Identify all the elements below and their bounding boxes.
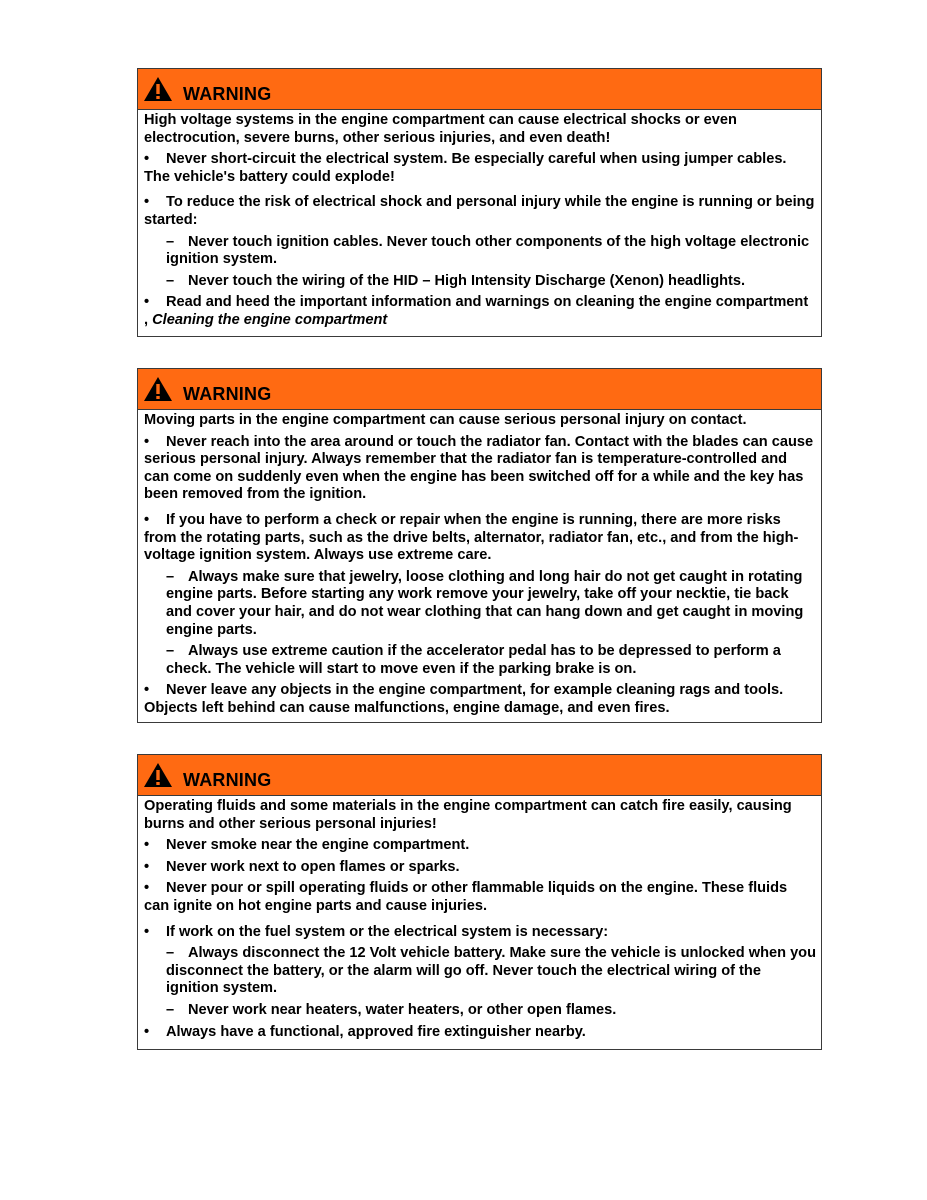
warning-body [138,110,821,333]
bullet-text: Never pour or spill operating fluids or other flammable liquids on the engine. These fluids can ignite on hot engine parts and cause injuries. [144,880,788,914]
warning-box-moving-parts [137,368,822,723]
bullet-item [144,837,816,855]
bullet-item [144,512,816,565]
bullet-text: If you have to perform a check or repair when the engine is running, there are more risks from the rotating parts, such as the drive belts, alternator, radiator fan, etc., and from the high-voltage ignition system. Always use extreme care. [144,511,799,564]
warning-triangle-icon [143,376,173,402]
warning-intro: High voltage systems in the engine compartment can cause electrical shocks or even electrocution, severe burns, other serious injuries, and even death! [144,112,737,146]
dash-mark: – [166,233,175,250]
dash-text: Never touch the wiring of the HID – High Intensity Discharge (Xenon) headlights. [188,272,746,289]
warning-intro: Operating fluids and some materials in the engine compartment can catch fire easily, causing burns and other serious personal injuries! [144,798,792,832]
bullet-item [144,294,816,329]
bullet-text: To reduce the risk of electrical shock and personal injury while the engine is running or being started: [144,194,815,228]
dash-mark: – [166,1001,175,1018]
dash-text: Always disconnect the 12 Volt vehicle battery. Make sure the vehicle is unlocked when you disconnect the battery, or the alarm will go off. Never touch the electrical wiring of the ignition system. [166,945,817,997]
bullet-mark: • [144,511,150,528]
bullet-mark: • [144,880,150,897]
warning-intro: Moving parts in the engine compartment can cause serious personal injury on contact. [144,412,747,428]
bullet-mark: • [144,1023,150,1040]
bullet-item [144,194,816,229]
bullet-text: Never work next to open flames or sparks. [166,858,460,875]
bullet-text: Always have a functional, approved fire extinguisher nearby. [166,1023,586,1040]
warning-title: WARNING [183,84,272,104]
bullet-item [144,880,816,915]
dash-mark: – [166,945,175,962]
dash-item [166,569,816,639]
bullet-mark: • [144,837,150,854]
warning-title: WARNING [183,770,272,790]
dash-item [166,234,816,269]
dash-mark: – [166,272,175,289]
warning-triangle-icon [143,762,173,788]
warning-header [138,369,821,410]
bullet-text: If work on the fuel system or the electrical system is necessary: [166,923,609,940]
dash-text: Never touch ignition cables. Never touch other components of the high voltage electronic ignition system. [166,233,810,268]
dash-mark: – [166,568,175,585]
bullet-mark: • [144,682,150,699]
dash-item [166,273,816,291]
bullet-item [144,859,816,877]
bullet-mark: • [144,294,150,311]
warning-body [138,796,821,1044]
dash-item [166,945,816,998]
bullet-item [144,434,816,504]
warning-title: WARNING [183,384,272,404]
cross-reference-link[interactable]: Cleaning the engine compartment [152,311,388,328]
bullet-item [144,1024,816,1042]
bullet-mark: • [144,858,150,875]
bullet-mark: • [144,151,150,168]
warning-box-high-voltage [137,68,822,337]
dash-text: Always use extreme caution if the accelerator pedal has to be depressed to perform a check. The vehicle will start to move even if the parking brake is on. [166,643,781,677]
dash-mark: – [166,643,175,660]
bullet-mark: • [144,194,150,211]
warning-body [138,410,821,721]
dash-item [166,1002,816,1020]
dash-item [166,643,816,678]
warning-triangle-icon [143,76,173,102]
bullet-mark: • [144,433,150,450]
bullet-text: Never short-circuit the electrical system. Be especially careful when using jumper cables. The vehicle's battery could explode! [144,151,787,185]
bullet-text: Never smoke near the engine compartment. [166,837,470,854]
bullet-item [144,682,816,717]
bullet-text: Never reach into the area around or touch the radiator fan. Contact with the blades can cause serious personal injury. Always remember that the radiator fan is temperature-controlled and can come on suddenly even when the engine has been switched off for a while and the key has been removed from the ignition. [144,433,814,503]
dash-text: Always make sure that jewelry, loose clothing and long hair do not get caught in rotating engine parts. Before starting any work remove your jewelry, take off your necktie, tie back and cover your hair, and do not wear clothing that can hang down and get caught in moving engine parts. [166,568,804,638]
bullet-mark: • [144,923,150,940]
bullet-text: Never leave any objects in the engine compartment, for example cleaning rags and tools. Objects left behind can cause malfunctions, engine damage, and even fires. [144,682,784,716]
warning-header [138,755,821,796]
bullet-item [144,151,816,186]
warning-header [138,69,821,110]
bullet-text: Read and heed the important information and warnings on cleaning the engine compartment , [144,294,809,328]
dash-text: Never work near heaters, water heaters, or other open flames. [188,1001,617,1018]
bullet-item [144,924,816,942]
warning-box-fire-hazard [137,754,822,1050]
